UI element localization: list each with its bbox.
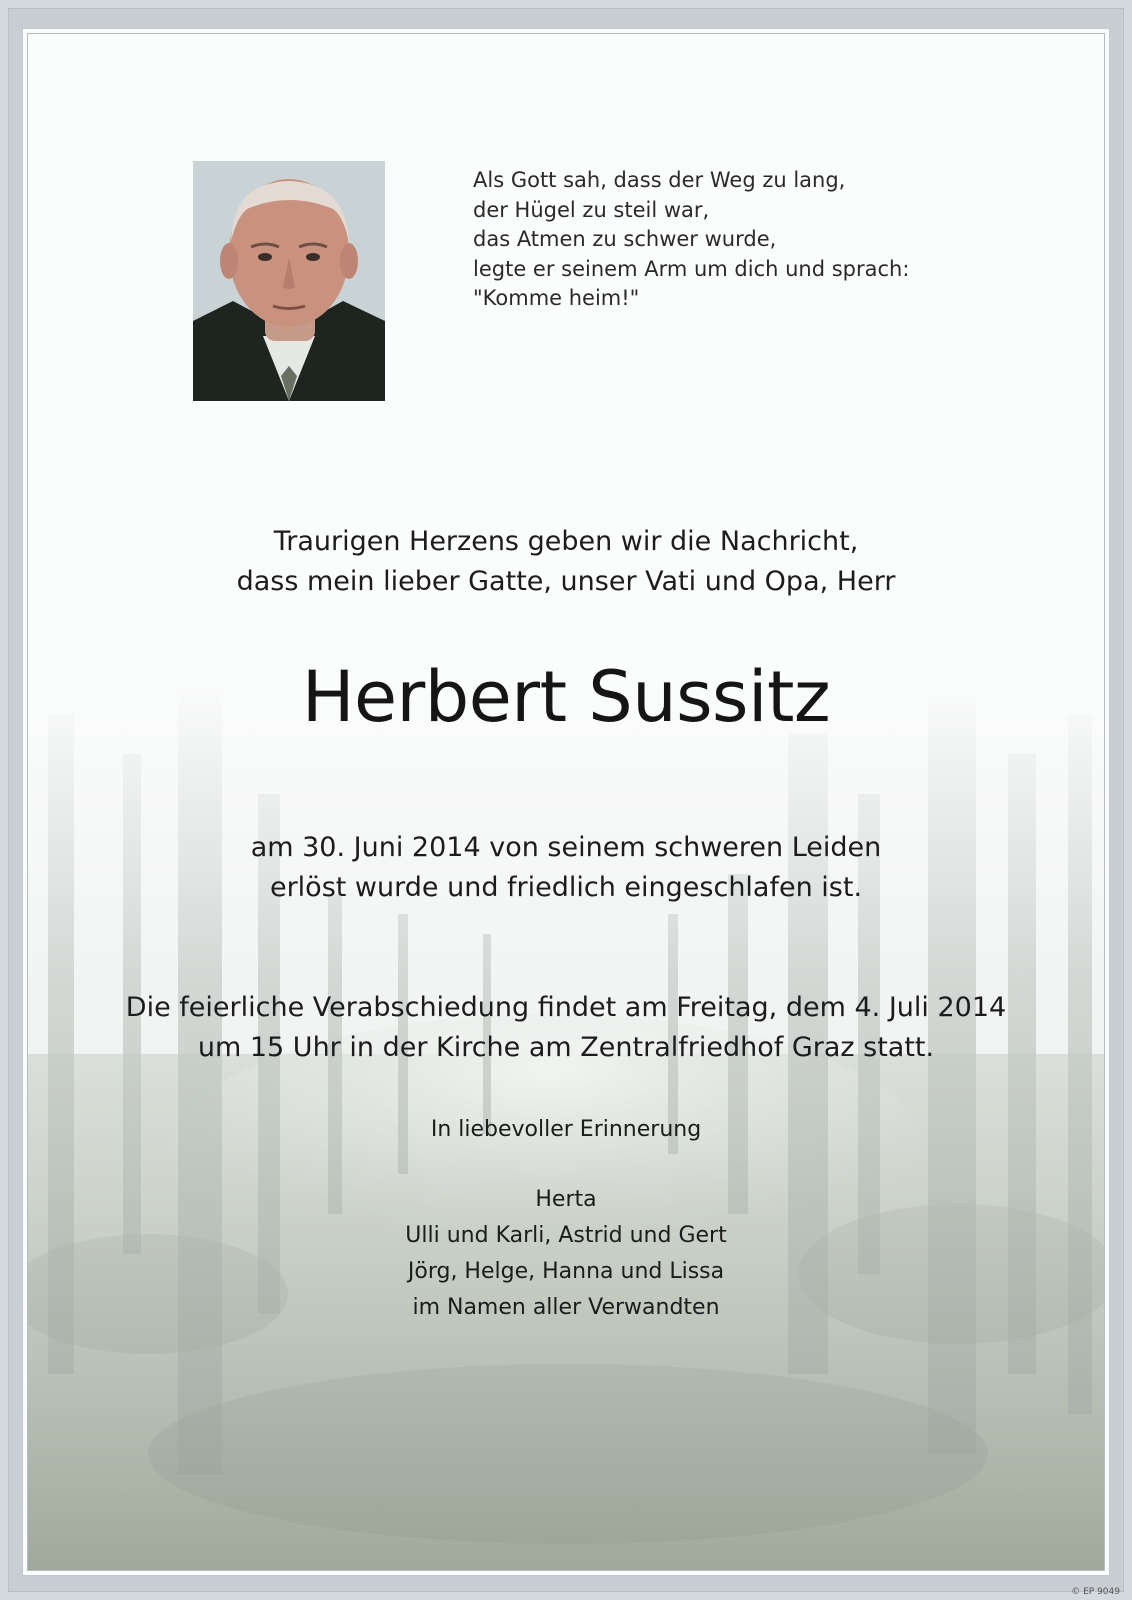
portrait-photo [193,161,385,401]
announcement-intro [28,522,1104,602]
service-line: um 15 Uhr in der Kirche am Zentralfriedhof Graz statt. [197,1032,935,1063]
memory-heading: In liebevoller Erinnerung [430,1117,702,1142]
death-line: am 30. Juni 2014 von seinem schweren Leiden [250,832,882,863]
service-line: Die feierliche Verabschiedung findet am Freitag, dem 4. Juli 2014 [125,992,1007,1023]
death-notice [28,828,1104,908]
obituary-card [28,34,1104,1570]
intro-line: Traurigen Herzens geben wir die Nachricht, [273,526,859,557]
poem-line: das Atmen zu schwer wurde, [473,227,777,251]
template-code: © EP 9049 [1071,1587,1120,1597]
family-line: Ulli und Karli, Astrid und Gert [405,1223,727,1248]
service-details [28,988,1104,1068]
poem-block [473,166,1013,314]
family-line: Jörg, Helge, Hanna und Lissa [407,1259,725,1284]
poem-line: der Hügel zu steil war, [473,197,710,222]
death-line: erlöst wurde und friedlich eingeschlafen ist. [269,872,863,903]
poem-line: "Komme heim!" [473,286,640,310]
family-line: Herta [535,1187,597,1212]
poem-line: Als Gott sah, dass der Weg zu lang, [473,168,846,192]
intro-line: dass mein lieber Gatte, unser Vati und Opa, Herr [236,566,896,597]
poem-line: legte er seinem Arm um dich und sprach: [473,256,910,281]
family-line: im Namen aller Verwandten [412,1295,720,1320]
deceased-name: Herbert Sussitz [301,656,831,738]
family-signatures [28,1182,1104,1326]
